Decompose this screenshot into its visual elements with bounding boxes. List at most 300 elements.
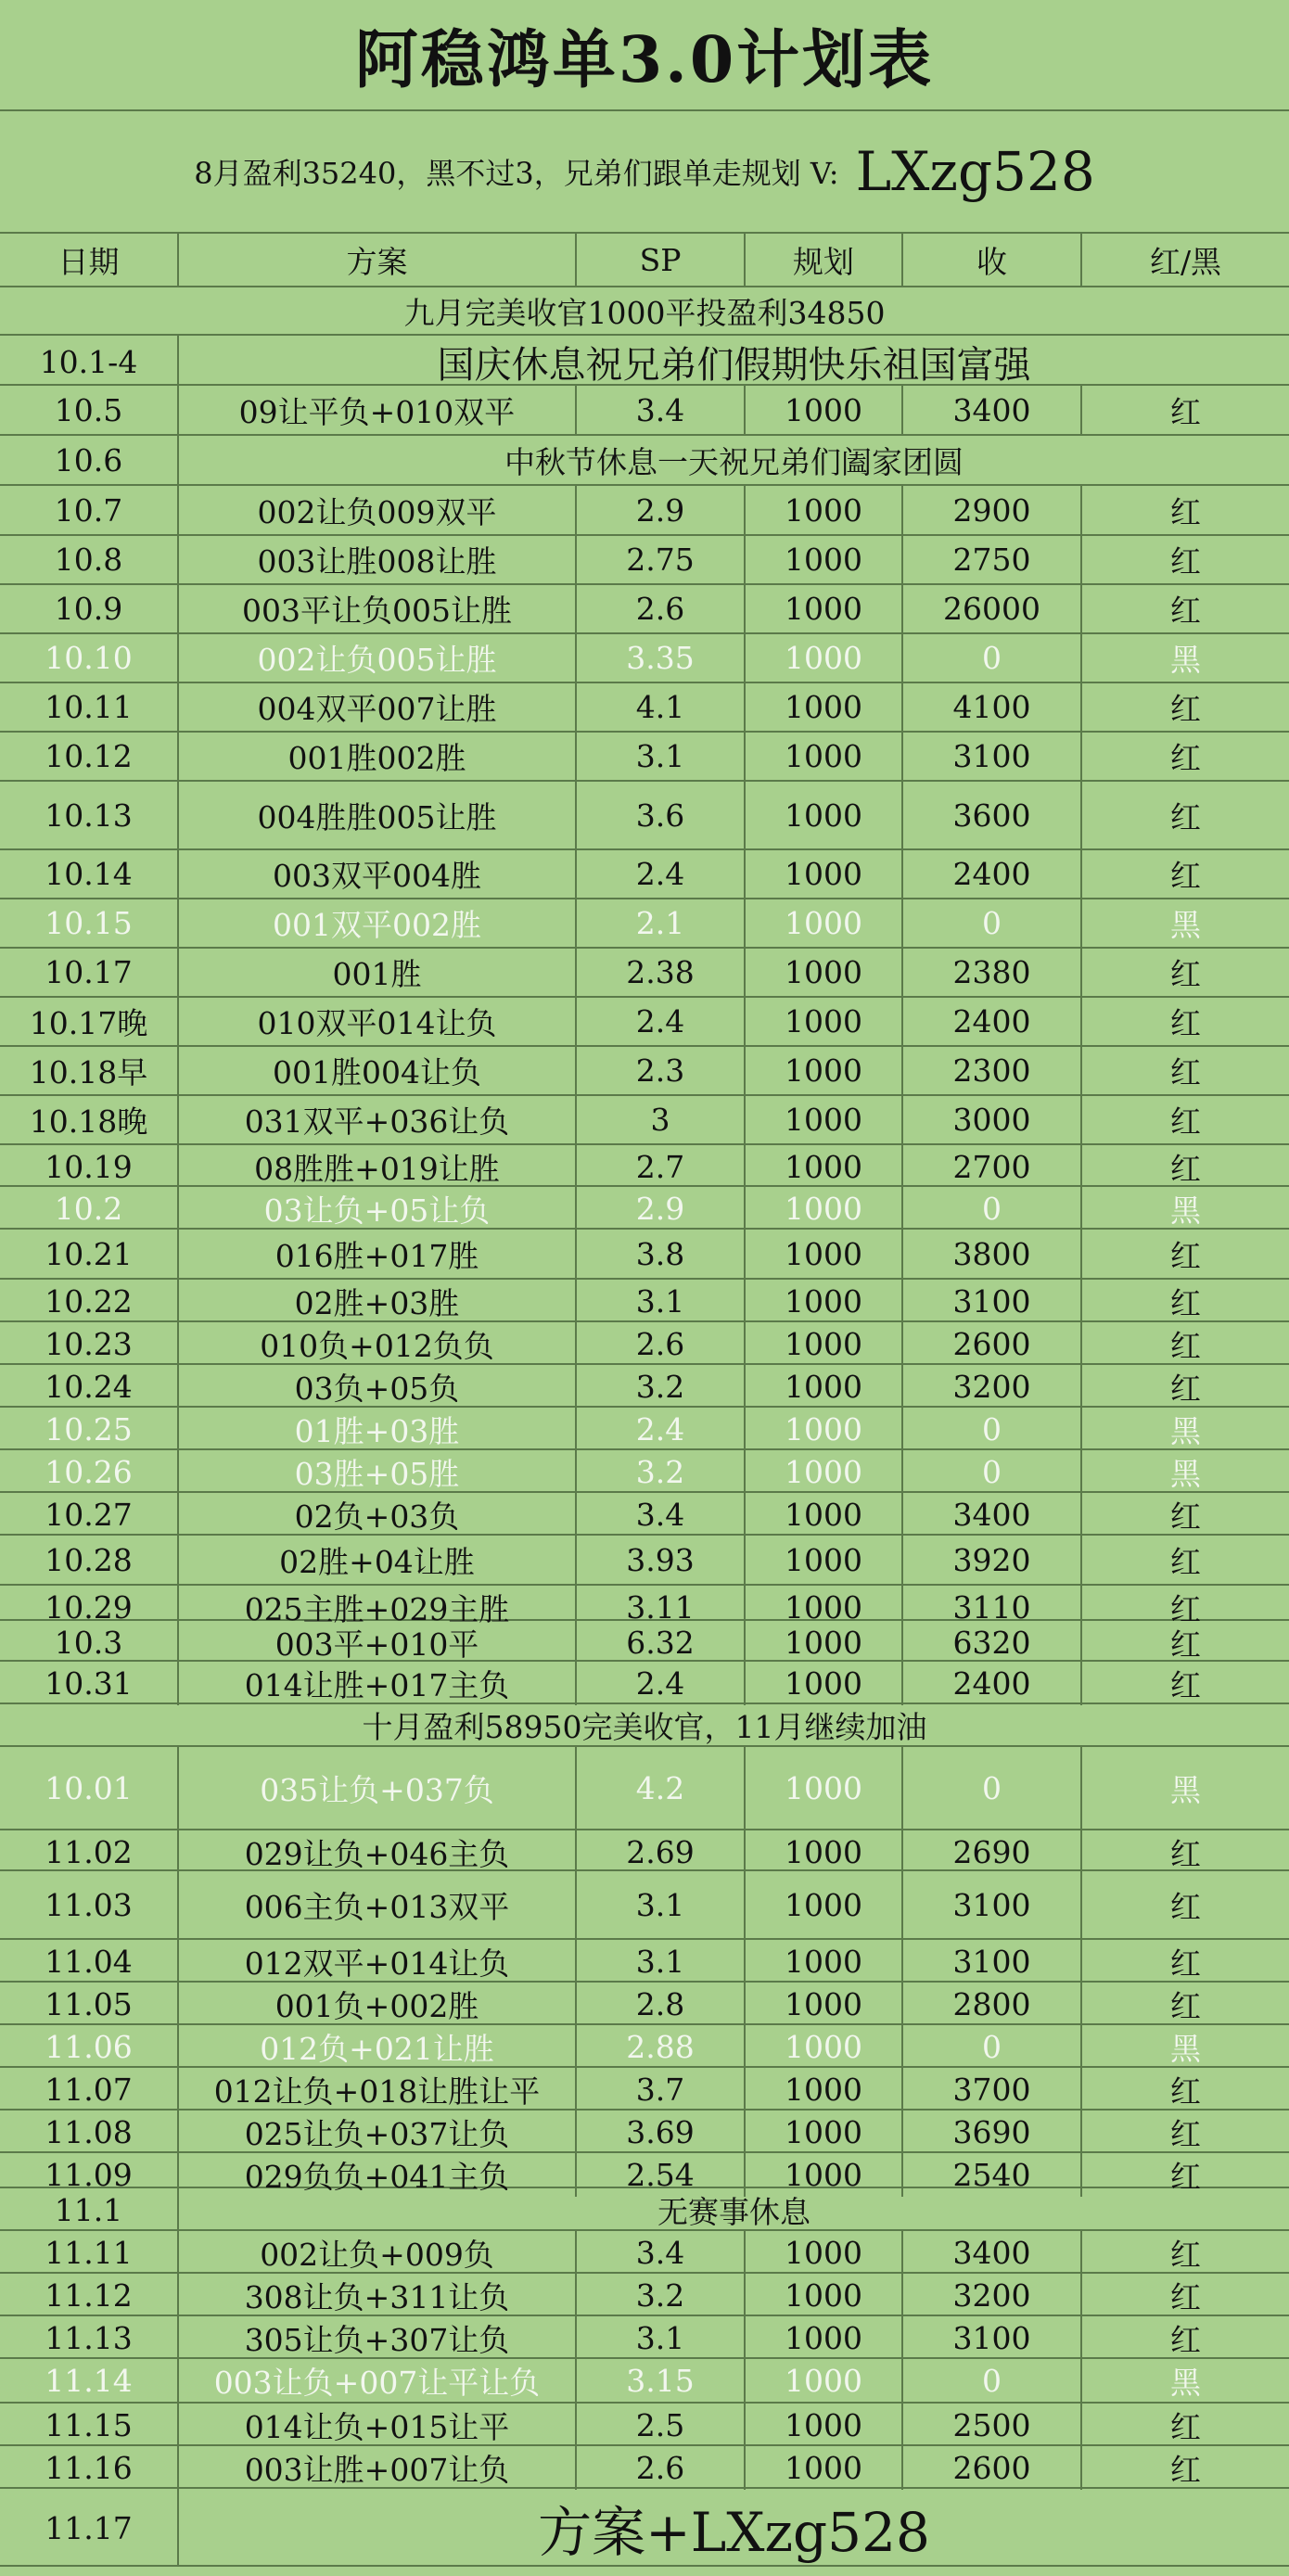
row-return: 3920 [903, 1536, 1082, 1584]
row-date: 10.24 [0, 1365, 179, 1409]
row-date: 10.8 [0, 536, 179, 583]
row-plan: 03胜+05胜 [179, 1450, 577, 1494]
table-body [0, 287, 1289, 2567]
row-sp: 3.35 [577, 634, 746, 682]
row-result: 红 [1170, 2322, 1201, 2358]
table-row [0, 899, 1289, 949]
row-result: 红 [1170, 1626, 1201, 1663]
row-date: 10.26 [0, 1450, 179, 1494]
row-date: 10.28 [0, 1536, 179, 1584]
table-row [0, 1536, 1289, 1586]
row-amount: 1000 [746, 536, 903, 583]
table-row [0, 850, 1289, 899]
row-result: 红 [1170, 593, 1201, 629]
row-sp: 3.2 [577, 1450, 746, 1494]
row-sp: 3.1 [577, 733, 746, 780]
row-result: 红 [1170, 2116, 1201, 2152]
row-plan: 012负+021让胜 [179, 2025, 577, 2069]
table-row [0, 386, 1289, 436]
row-date: 11.13 [0, 2316, 179, 2360]
row-return: 3100 [903, 1940, 1082, 1983]
row-sp: 2.3 [577, 1047, 746, 1094]
row-plan: 308让负+311让负 [179, 2274, 577, 2317]
row-plan: 014让胜+017主负 [179, 1662, 577, 1705]
row-plan: 001胜002胜 [179, 733, 577, 780]
row-sp: 2.7 [577, 1145, 746, 1189]
table-row [0, 1408, 1289, 1450]
row-amount: 1000 [746, 2274, 903, 2317]
row-amount: 1000 [746, 683, 903, 731]
row-plan: 012让负+018让胜让平 [179, 2068, 577, 2111]
row-return: 2380 [903, 949, 1082, 996]
row-sp: 3.11 [577, 1586, 746, 1629]
row-plan: 001胜004让负 [179, 1047, 577, 1094]
row-amount: 1000 [746, 1830, 903, 1874]
row-sp: 2.4 [577, 1408, 746, 1451]
row-result: 黑 [1170, 1192, 1201, 1229]
row-return: 6320 [903, 1621, 1082, 1664]
row-result: 红 [1170, 858, 1201, 894]
table-row [0, 1230, 1289, 1280]
row-result: 红 [1170, 1836, 1201, 1872]
row-note: 国庆休息祝兄弟们假期快乐祖国富强 [437, 344, 1031, 387]
row-result: 红 [1170, 798, 1201, 835]
row-sp: 2.4 [577, 1662, 746, 1705]
row-plan: 001胜 [179, 949, 577, 996]
row-return: 2600 [903, 1322, 1082, 1366]
table-row [0, 1365, 1289, 1408]
row-date: 11.12 [0, 2274, 179, 2317]
row-return: 2800 [903, 1983, 1082, 2026]
row-amount: 1000 [746, 386, 903, 434]
row-plan: 305让负+307让负 [179, 2316, 577, 2360]
row-result: 红 [1170, 1054, 1201, 1090]
header-amount: 规划 [746, 234, 903, 286]
row-date: 11.05 [0, 1983, 179, 2026]
row-note: 中秋节休息一天祝兄弟们阖家团圆 [504, 443, 964, 480]
section-note: 九月完美收官1000平投盈利34850 [0, 287, 1289, 336]
row-result: 红 [1170, 1988, 1201, 2024]
row-result: 红 [1170, 1285, 1201, 1321]
row-date: 10.18早 [0, 1047, 179, 1094]
table-row [0, 2111, 1289, 2153]
row-amount: 1000 [746, 782, 903, 848]
row-result: 红 [1170, 1371, 1201, 1407]
note-row [0, 436, 1289, 486]
header-date: 日期 [0, 234, 179, 286]
row-date: 10.29 [0, 1586, 179, 1629]
row-sp: 3.6 [577, 782, 746, 848]
row-plan: 010双平014让负 [179, 998, 577, 1045]
row-date: 10.14 [0, 850, 179, 898]
row-plan: 004胜胜005让胜 [179, 782, 577, 848]
row-return: 3400 [903, 386, 1082, 434]
row-return: 3100 [903, 733, 1082, 780]
row-result: 红 [1170, 956, 1201, 992]
row-result: 红 [1170, 2237, 1201, 2273]
row-amount: 1000 [746, 1322, 903, 1366]
row-plan: 001双平002胜 [179, 899, 577, 947]
row-return: 3800 [903, 1230, 1082, 1278]
row-amount: 1000 [746, 1747, 903, 1829]
row-plan: 029负负+041主负 [179, 2153, 577, 2197]
row-return: 0 [903, 1747, 1082, 1829]
row-date: 10.01 [0, 1747, 179, 1829]
table-row [0, 1047, 1289, 1096]
table-row [0, 2068, 1289, 2111]
row-amount: 1000 [746, 1493, 903, 1537]
row-amount: 1000 [746, 2068, 903, 2111]
row-sp: 6.32 [577, 1621, 746, 1664]
row-sp: 2.6 [577, 1322, 746, 1366]
row-sp: 3.4 [577, 1493, 746, 1537]
row-date: 11.16 [0, 2446, 179, 2490]
row-sp: 3 [577, 1096, 746, 1143]
row-date: 11.02 [0, 1830, 179, 1874]
row-plan: 016胜+017胜 [179, 1230, 577, 1278]
row-plan: 002让负009双平 [179, 486, 577, 534]
row-amount: 1000 [746, 1586, 903, 1629]
row-sp: 2.38 [577, 949, 746, 996]
row-sp: 3.2 [577, 1365, 746, 1409]
row-return: 3000 [903, 1096, 1082, 1143]
row-amount: 1000 [746, 2025, 903, 2069]
table-row [0, 1450, 1289, 1493]
row-return: 0 [903, 634, 1082, 682]
table-row [0, 733, 1289, 782]
row-amount: 1000 [746, 1280, 903, 1323]
row-plan: 08胜胜+019让胜 [179, 1145, 577, 1189]
row-plan: 03让负+05让负 [179, 1187, 577, 1231]
table-row [0, 1830, 1289, 1871]
contact-id: LXzg528 [855, 140, 1095, 203]
row-sp: 3.15 [577, 2359, 746, 2403]
table-row [0, 782, 1289, 850]
row-return: 26000 [903, 585, 1082, 632]
row-sp: 2.4 [577, 998, 746, 1045]
row-sp: 3.7 [577, 2068, 746, 2111]
row-date: 10.10 [0, 634, 179, 682]
row-plan: 002让负005让胜 [179, 634, 577, 682]
header-plan: 方案 [179, 234, 577, 286]
row-result: 红 [1170, 1151, 1201, 1187]
row-sp: 3.4 [577, 386, 746, 434]
row-date: 11.08 [0, 2111, 179, 2154]
subtitle [0, 111, 1289, 234]
row-return: 3690 [903, 2111, 1082, 2154]
row-result: 红 [1170, 1543, 1201, 1580]
row-result: 黑 [1170, 2365, 1201, 2401]
row-amount: 1000 [746, 1230, 903, 1278]
row-result: 黑 [1170, 1771, 1201, 1808]
row-date: 10.17晚 [0, 998, 179, 1045]
row-sp: 2.4 [577, 850, 746, 898]
table-row [0, 2025, 1289, 2068]
row-return: 2600 [903, 2446, 1082, 2490]
row-amount: 1000 [746, 733, 903, 780]
row-amount: 1000 [746, 2446, 903, 2490]
row-date: 10.15 [0, 899, 179, 947]
row-return: 3200 [903, 1365, 1082, 1409]
row-date: 11.09 [0, 2153, 179, 2197]
row-return: 0 [903, 2359, 1082, 2403]
row-sp: 3.69 [577, 2111, 746, 2154]
row-sp: 3.1 [577, 1940, 746, 1983]
table-row [0, 2316, 1289, 2359]
row-result: 红 [1170, 2279, 1201, 2315]
note-row [0, 336, 1289, 386]
row-date: 10.18晚 [0, 1096, 179, 1143]
table-row [0, 1983, 1289, 2025]
row-return: 3100 [903, 2316, 1082, 2360]
row-plan: 012双平+014让负 [179, 1940, 577, 1983]
row-amount: 1000 [746, 2111, 903, 2154]
table-row [0, 1662, 1289, 1704]
row-note: 方案+LXzg528 [538, 2501, 930, 2564]
row-return: 0 [903, 1187, 1082, 1231]
row-sp: 2.8 [577, 1983, 746, 2026]
row-date: 11.11 [0, 2231, 179, 2275]
row-return: 3100 [903, 1871, 1082, 1938]
row-amount: 1000 [746, 949, 903, 996]
row-return: 0 [903, 1408, 1082, 1451]
row-amount: 1000 [746, 1983, 903, 2026]
row-date: 10.11 [0, 683, 179, 731]
row-result: 红 [1170, 691, 1201, 727]
table-row [0, 998, 1289, 1047]
row-amount: 1000 [746, 1096, 903, 1143]
row-date: 10.1-4 [0, 336, 179, 389]
row-date: 10.9 [0, 585, 179, 632]
row-return: 0 [903, 2025, 1082, 2069]
header-sp: SP [577, 234, 746, 286]
row-amount: 1000 [746, 1662, 903, 1705]
row-result: 黑 [1170, 642, 1201, 678]
table-row [0, 2231, 1289, 2274]
table-row [0, 634, 1289, 683]
section-note: 十月盈利58950完美收官，11月继续加油 [0, 1704, 1289, 1747]
row-result: 红 [1170, 740, 1201, 776]
row-date: 10.31 [0, 1662, 179, 1705]
row-amount: 1000 [746, 1408, 903, 1451]
row-date: 10.3 [0, 1621, 179, 1664]
row-plan: 01胜+03胜 [179, 1408, 577, 1451]
table-row [0, 1493, 1289, 1536]
row-plan: 014让负+015让平 [179, 2404, 577, 2447]
row-plan: 02胜+04让胜 [179, 1536, 577, 1584]
row-return: 4100 [903, 683, 1082, 731]
note-row [0, 2188, 1289, 2231]
row-result: 红 [1170, 1328, 1201, 1364]
row-return: 2700 [903, 1145, 1082, 1189]
subtitle-text: 8月盈利35240，黑不过3，兄弟们跟单走规划 V: [194, 156, 839, 191]
row-plan: 031双平+036让负 [179, 1096, 577, 1143]
row-date: 11.06 [0, 2025, 179, 2069]
row-amount: 1000 [746, 2316, 903, 2360]
table-row [0, 2446, 1289, 2489]
row-sp: 3.8 [577, 1230, 746, 1278]
row-amount: 1000 [746, 585, 903, 632]
row-result: 红 [1170, 2159, 1201, 2195]
row-date: 10.6 [0, 436, 179, 484]
row-date: 11.17 [0, 2489, 179, 2567]
table-row [0, 536, 1289, 585]
row-date: 10.23 [0, 1322, 179, 1366]
row-amount: 1000 [746, 1187, 903, 1231]
row-plan: 003让胜+007让负 [179, 2446, 577, 2490]
table-row [0, 2404, 1289, 2446]
row-plan: 004双平007让胜 [179, 683, 577, 731]
table-row [0, 1096, 1289, 1145]
row-date: 11.1 [0, 2188, 179, 2232]
row-result: 黑 [1170, 1413, 1201, 1449]
row-date: 10.7 [0, 486, 179, 534]
row-sp: 2.1 [577, 899, 746, 947]
row-result: 红 [1170, 1667, 1201, 1703]
row-plan: 006主负+013双平 [179, 1871, 577, 1938]
row-date: 11.15 [0, 2404, 179, 2447]
row-amount: 1000 [746, 850, 903, 898]
table-row [0, 1586, 1289, 1627]
table-row [0, 1280, 1289, 1322]
table-row [0, 683, 1289, 733]
table-row [0, 949, 1289, 998]
row-sp: 3.1 [577, 1280, 746, 1323]
row-sp: 2.9 [577, 486, 746, 534]
row-plan: 09让平负+010双平 [179, 386, 577, 434]
row-return: 3400 [903, 2231, 1082, 2275]
row-return: 2900 [903, 486, 1082, 534]
row-date: 10.25 [0, 1408, 179, 1451]
row-return: 0 [903, 899, 1082, 947]
row-plan: 02负+03负 [179, 1493, 577, 1537]
row-plan: 003平让负005让胜 [179, 585, 577, 632]
row-plan: 001负+002胜 [179, 1983, 577, 2026]
row-sp: 2.6 [577, 585, 746, 632]
row-result: 红 [1170, 1888, 1201, 1925]
table-row [0, 585, 1289, 634]
row-amount: 1000 [746, 1940, 903, 1983]
table-row [0, 2153, 1289, 2195]
row-sp: 3.1 [577, 2316, 746, 2360]
row-result: 黑 [1170, 907, 1201, 943]
row-result: 红 [1170, 393, 1201, 430]
row-plan: 010负+012负负 [179, 1322, 577, 1366]
row-date: 10.27 [0, 1493, 179, 1537]
row-return: 2540 [903, 2153, 1082, 2197]
row-date: 11.07 [0, 2068, 179, 2111]
table-row [0, 1187, 1289, 1230]
row-amount: 1000 [746, 486, 903, 534]
row-date: 10.17 [0, 949, 179, 996]
row-sp: 2.54 [577, 2153, 746, 2197]
row-plan: 003让胜008让胜 [179, 536, 577, 583]
row-amount: 1000 [746, 1145, 903, 1189]
row-sp: 2.69 [577, 1830, 746, 1874]
row-sp: 3.1 [577, 1871, 746, 1938]
row-sp: 2.6 [577, 2446, 746, 2490]
row-result: 红 [1170, 2409, 1201, 2445]
table-row [0, 1621, 1289, 1662]
row-plan: 003双平004胜 [179, 850, 577, 898]
row-sp: 3.93 [577, 1536, 746, 1584]
header-result: 红/黑 [1149, 243, 1222, 280]
row-result: 红 [1170, 543, 1201, 580]
row-result: 红 [1170, 1945, 1201, 1982]
row-sp: 2.75 [577, 536, 746, 583]
row-sp: 4.1 [577, 683, 746, 731]
row-return: 3200 [903, 2274, 1082, 2317]
row-amount: 1000 [746, 2231, 903, 2275]
row-result: 红 [1170, 1237, 1201, 1274]
row-plan: 02胜+03胜 [179, 1280, 577, 1323]
row-return: 3110 [903, 1586, 1082, 1629]
row-plan: 003平+010平 [179, 1621, 577, 1664]
table-row [0, 1871, 1289, 1940]
row-date: 11.04 [0, 1940, 179, 1983]
row-plan: 003让负+007让平让负 [179, 2359, 577, 2403]
row-result: 红 [1170, 1498, 1201, 1535]
row-amount: 1000 [746, 899, 903, 947]
table-row [0, 2359, 1289, 2404]
row-result: 红 [1170, 1005, 1201, 1041]
row-amount: 1000 [746, 998, 903, 1045]
row-date: 10.19 [0, 1145, 179, 1189]
row-date: 11.03 [0, 1871, 179, 1938]
row-sp: 2.5 [577, 2404, 746, 2447]
row-plan: 002让负+009负 [179, 2231, 577, 2275]
row-date: 10.2 [0, 1187, 179, 1231]
table-row [0, 1322, 1289, 1365]
row-date: 11.14 [0, 2359, 179, 2403]
row-return: 2750 [903, 536, 1082, 583]
row-amount: 1000 [746, 634, 903, 682]
row-result: 红 [1170, 493, 1201, 530]
table-row [0, 1747, 1289, 1830]
row-return: 2400 [903, 1662, 1082, 1705]
row-return: 2690 [903, 1830, 1082, 1874]
row-amount: 1000 [746, 1450, 903, 1494]
row-date: 10.21 [0, 1230, 179, 1278]
row-amount: 1000 [746, 1047, 903, 1094]
row-return: 2400 [903, 998, 1082, 1045]
row-result: 红 [1170, 1591, 1201, 1627]
row-plan: 035让负+037负 [179, 1747, 577, 1829]
row-amount: 1000 [746, 1871, 903, 1938]
row-result: 红 [1170, 1103, 1201, 1140]
row-plan: 025让负+037让负 [179, 2111, 577, 2154]
row-sp: 2.88 [577, 2025, 746, 2069]
table-row [0, 2274, 1289, 2316]
row-amount: 1000 [746, 1365, 903, 1409]
row-return: 2500 [903, 2404, 1082, 2447]
table-header [0, 234, 1289, 287]
row-result: 红 [1170, 2073, 1201, 2110]
row-plan: 03负+05负 [179, 1365, 577, 1409]
row-return: 0 [903, 1450, 1082, 1494]
row-sp: 3.2 [577, 2274, 746, 2317]
row-amount: 1000 [746, 1621, 903, 1664]
table-row [0, 1145, 1289, 1187]
row-return: 3700 [903, 2068, 1082, 2111]
page-title: 阿稳鸿单3.0计划表 [0, 0, 1289, 111]
row-return: 3400 [903, 1493, 1082, 1537]
row-amount: 1000 [746, 1536, 903, 1584]
row-date: 10.13 [0, 782, 179, 848]
row-return: 2400 [903, 850, 1082, 898]
row-note: 无赛事休息 [657, 2194, 810, 2230]
row-amount: 1000 [746, 2404, 903, 2447]
